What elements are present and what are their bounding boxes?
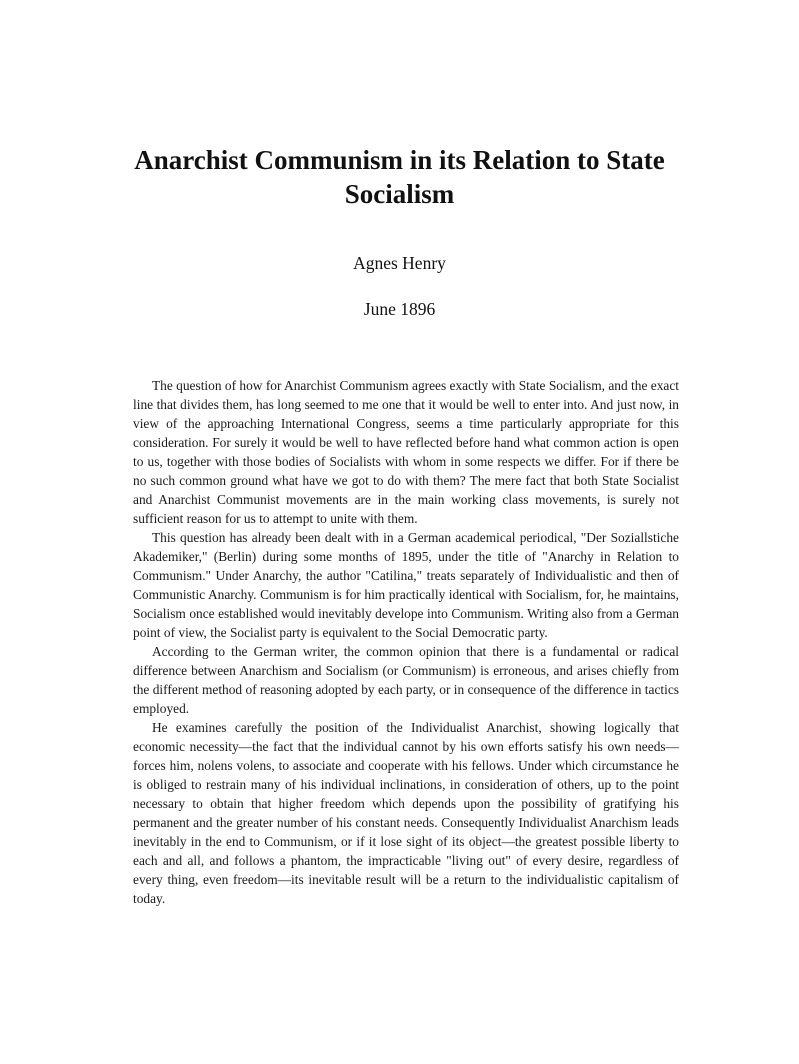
body-paragraph: The question of how for Anarchist Communism agrees exactly with State Socialism, and the exact line that divides them, has long seemed to me one that it would be well to enter into. And just now, in view of the approaching International Congress, seems a time particularly appropriate for this consideration. For surely it would be well to have reflected before hand what common action is open to us, together with those bodies of Socialists with whom in some respects we differ. For if there be no such common ground what have we got to do with them? The mere fact that both State Socialist and Anarchist Communist movements are in the main working class movements, is surely not sufficient reason for us to attempt to unite with them.	[133, 378, 679, 526]
body-paragraph: He examines carefully the position of the Individualist Anarchist, showing logically that economic necessity—the fact that the individual cannot by his own efforts satisfy his own needs—forces him, nolens volens, to associate and cooperate with his fellows. Under which circumstance he is obliged to restrain many of his individual inclinations, in consideration of others, up to the point necessary to obtain that higher freedom which depends upon the possibility of gratifying his permanent and the greater number of his constant needs. Consequently Individualist Anarchism leads inevitably in the end to Communism, or if it lose sight of its object—the greatest possible liberty to each and all, and follows a phantom, the impracticable "living out" of every desire, regardless of every thing, even freedom—its inevitable result will be a return to the individualistic capitalism of today.	[133, 720, 679, 906]
document-title: Anarchist Communism in its Relation to State Socialism	[134, 145, 665, 209]
body-paragraph: This question has already been dealt with in a German academical periodical, "Der Soziallstiche Akademiker," (Berlin) during some months of 1895, under the title of "Anarchy in Relation to Communism." Under Anarchy, the author "Catilina," treats separately of Individualistic and then of Communistic Anarchy. Communism is for him practically identical with Socialism, for, he maintains, Socialism once established would inevitably develope into Communism. Writing also from a German point of view, the Socialist party is equivalent to the Social Democratic party.	[133, 530, 679, 640]
document-body	[133, 376, 679, 908]
body-paragraph: According to the German writer, the common opinion that there is a fundamental or radical difference between Anarchism and Socialism (or Communism) is erroneous, and arises chiefly from the different method of reasoning adopted by each party, or in consequence of the difference in tactics employed.	[133, 644, 679, 716]
document-author: Agnes Henry	[353, 253, 446, 273]
document-date: June 1896	[363, 299, 436, 319]
